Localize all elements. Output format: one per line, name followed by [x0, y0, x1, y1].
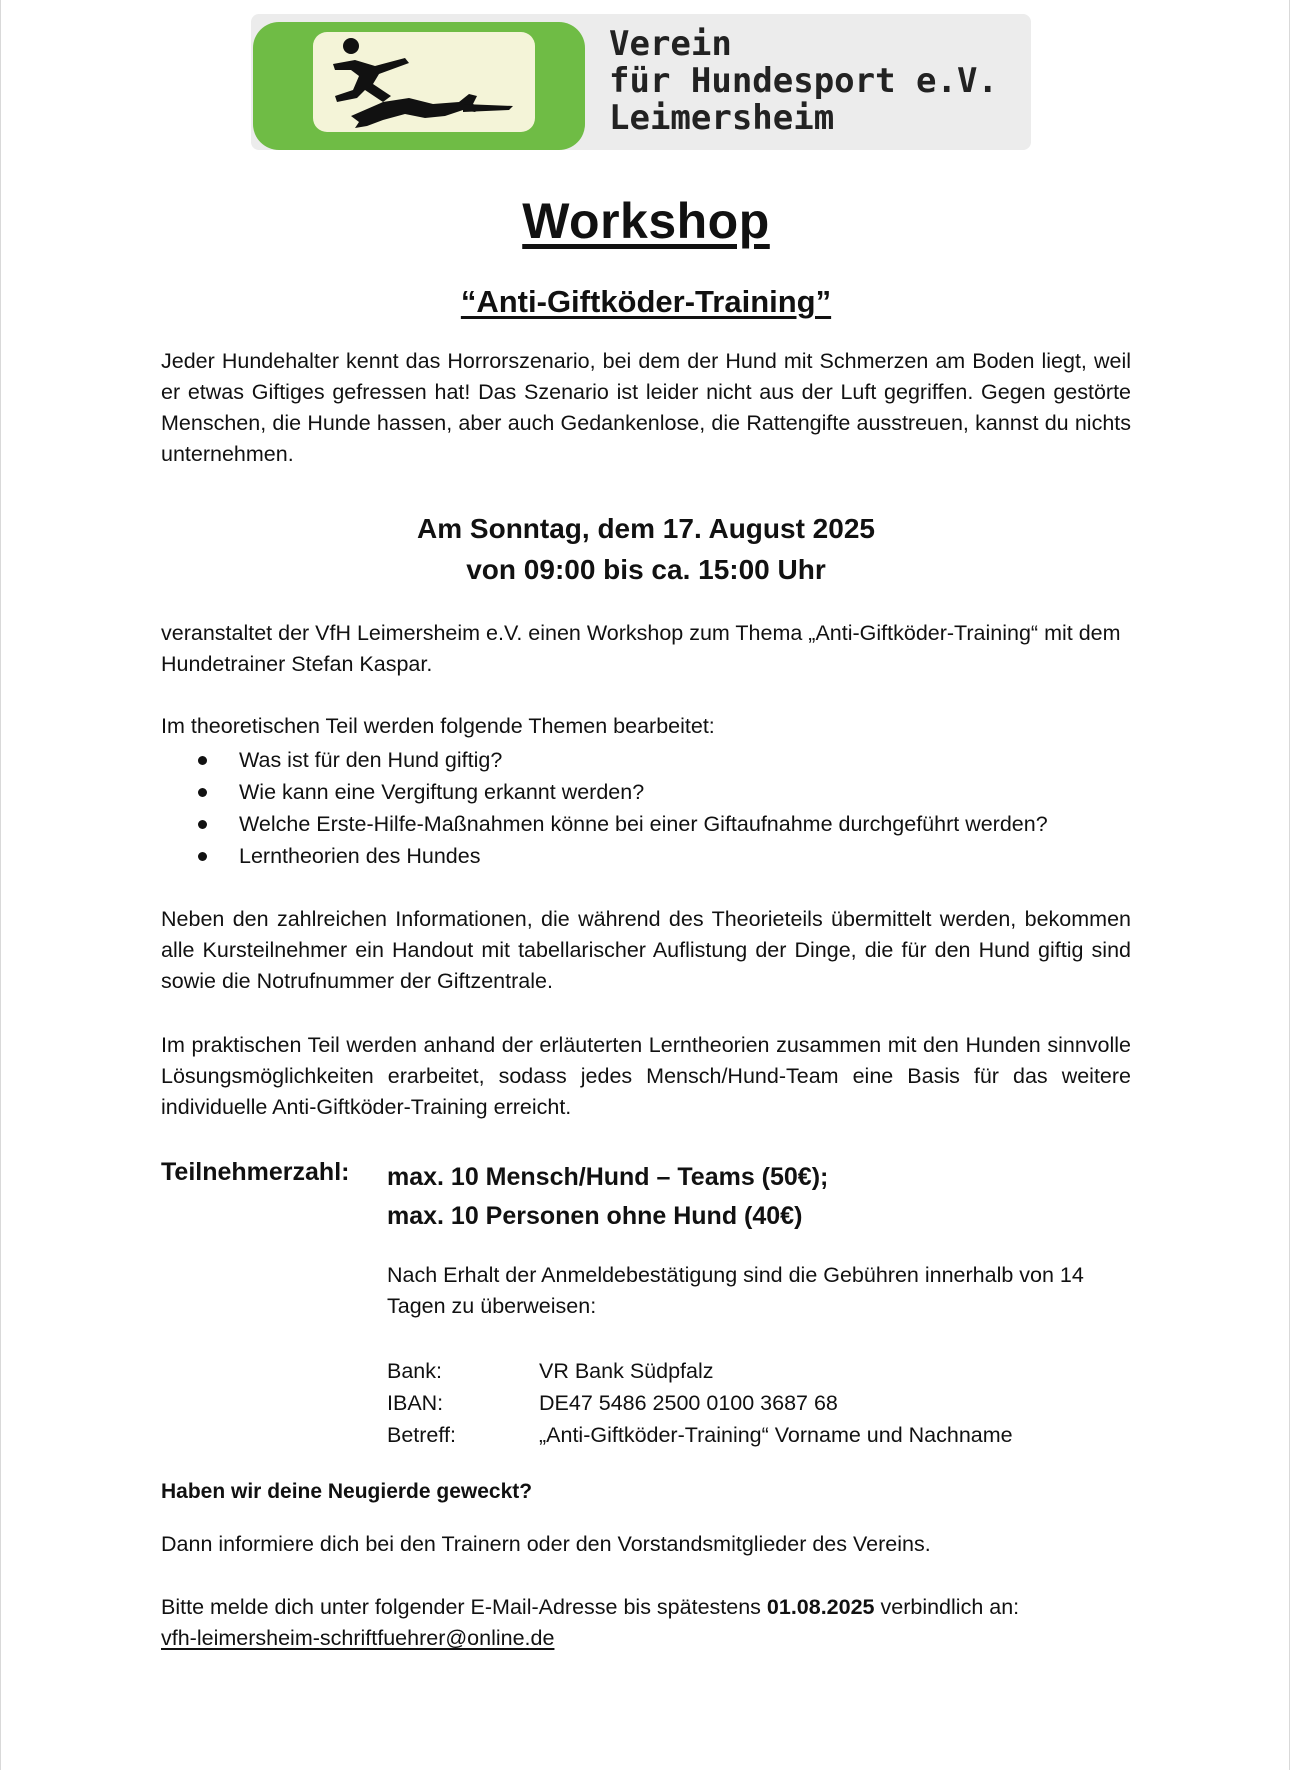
reference-row	[387, 1419, 1013, 1451]
bullet-icon	[198, 756, 207, 765]
reference-value: „Anti-Giftköder-Training“ Vorname und Nachname	[539, 1423, 1013, 1447]
event-date-line: Am Sonntag, dem 17. August 2025	[417, 513, 875, 544]
list-item	[161, 776, 1161, 808]
theory-topic-list	[161, 744, 1161, 872]
club-name-line-2: für Hundesport e.V.	[609, 61, 998, 101]
event-time-line: von 09:00 bis ca. 15:00 Uhr	[466, 554, 826, 585]
bullet-icon	[198, 788, 207, 797]
bullet-icon	[198, 852, 207, 861]
page-title: Workshop	[522, 193, 770, 249]
practice-paragraph: Im praktischen Teil werden anhand der erläuterten Lerntheorien zusammen mit den Hunden sinnvolle Lösungsmöglichkeiten erarbeitet, sodass jedes Mensch/Hund-Team eine Basis für das weitere individuelle Anti-Giftköder-Training erreicht.	[161, 1033, 1131, 1119]
topic-text: Was ist für den Hund giftig?	[239, 748, 503, 772]
curiosity-question: Haben wir deine Neugierde geweckt?	[161, 1480, 533, 1503]
event-date	[1, 508, 1290, 590]
signup-paragraph	[161, 1592, 1161, 1654]
signup-text-end: verbindlich an:	[880, 1595, 1020, 1619]
bank-details	[387, 1355, 1013, 1451]
reference-label: Betreff:	[387, 1423, 456, 1447]
page-subtitle: “Anti-Giftköder-Training”	[460, 284, 832, 319]
iban-value: DE47 5486 2500 0100 3687 68	[539, 1391, 838, 1415]
iban-row	[387, 1387, 1013, 1419]
runner-with-dog-logo-icon	[313, 32, 535, 132]
organizer-paragraph: veranstaltet der VfH Leimersheim e.V. einen Workshop zum Thema „Anti-Giftköder-Training“ mit dem Hundetrainer Stefan Kaspar.	[161, 621, 1121, 676]
fee-note: Nach Erhalt der Anmeldebestätigung sind die Gebühren innerhalb von 14 Tagen zu überweisen:	[387, 1263, 1084, 1318]
signup-deadline: 01.08.2025	[766, 1595, 875, 1619]
bank-value: VR Bank Südpfalz	[539, 1359, 714, 1383]
participants-teams: max. 10 Mensch/Hund – Teams (50€);	[387, 1163, 829, 1191]
bullet-icon	[198, 820, 207, 829]
participants-values	[387, 1158, 828, 1236]
signup-text: Bitte melde dich unter folgender E-Mail-Adresse bis spätestens	[161, 1595, 761, 1619]
list-item	[161, 808, 1161, 840]
club-name-line-1: Verein	[609, 24, 732, 64]
club-name	[609, 26, 1029, 137]
participants-label: Teilnehmerzahl:	[161, 1158, 350, 1186]
email-link[interactable]: vfh-leimersheim-schriftfuehrer@online.de	[161, 1626, 555, 1650]
intro-paragraph: Jeder Hundehalter kennt das Horrorszenario, bei dem der Hund mit Schmerzen am Boden liegt, weil er etwas Giftiges gefressen hat! Das Szenario ist leider nicht aus der Luft gegriffen. Gegen gestörte Menschen, die Hunde hassen, aber auch Gedankenlose, die Rattengifte ausstreuen, kannst du nichts unternehmen.	[161, 349, 1131, 466]
topic-text: Welche Erste-Hilfe-Maßnahmen könne bei einer Giftaufnahme durchgeführt werden?	[239, 812, 1048, 836]
topic-text: Lerntheorien des Hundes	[239, 844, 481, 868]
bank-label: Bank:	[387, 1359, 442, 1383]
theory-intro: Im theoretischen Teil werden folgende Themen bearbeitet:	[161, 714, 715, 738]
club-name-line-3: Leimersheim	[609, 98, 835, 138]
info-paragraph: Neben den zahlreichen Informationen, die während des Theorieteils übermittelt werden, bekommen alle Kursteilnehmer ein Handout mit tabellarischer Auflistung der Dinge, die für den Hund giftig sind sowie die Notrufnummer der Giftzentrale.	[161, 907, 1131, 993]
list-item	[161, 840, 1161, 872]
iban-label: IBAN:	[387, 1391, 444, 1415]
participants-persons: max. 10 Personen ohne Hund (40€)	[387, 1202, 803, 1230]
bank-row	[387, 1355, 1013, 1387]
list-item	[161, 744, 1161, 776]
topic-text: Wie kann eine Vergiftung erkannt werden?	[239, 780, 645, 804]
contact-paragraph: Dann informiere dich bei den Trainern oder den Vorstandsmitglieder des Vereins.	[161, 1532, 931, 1556]
